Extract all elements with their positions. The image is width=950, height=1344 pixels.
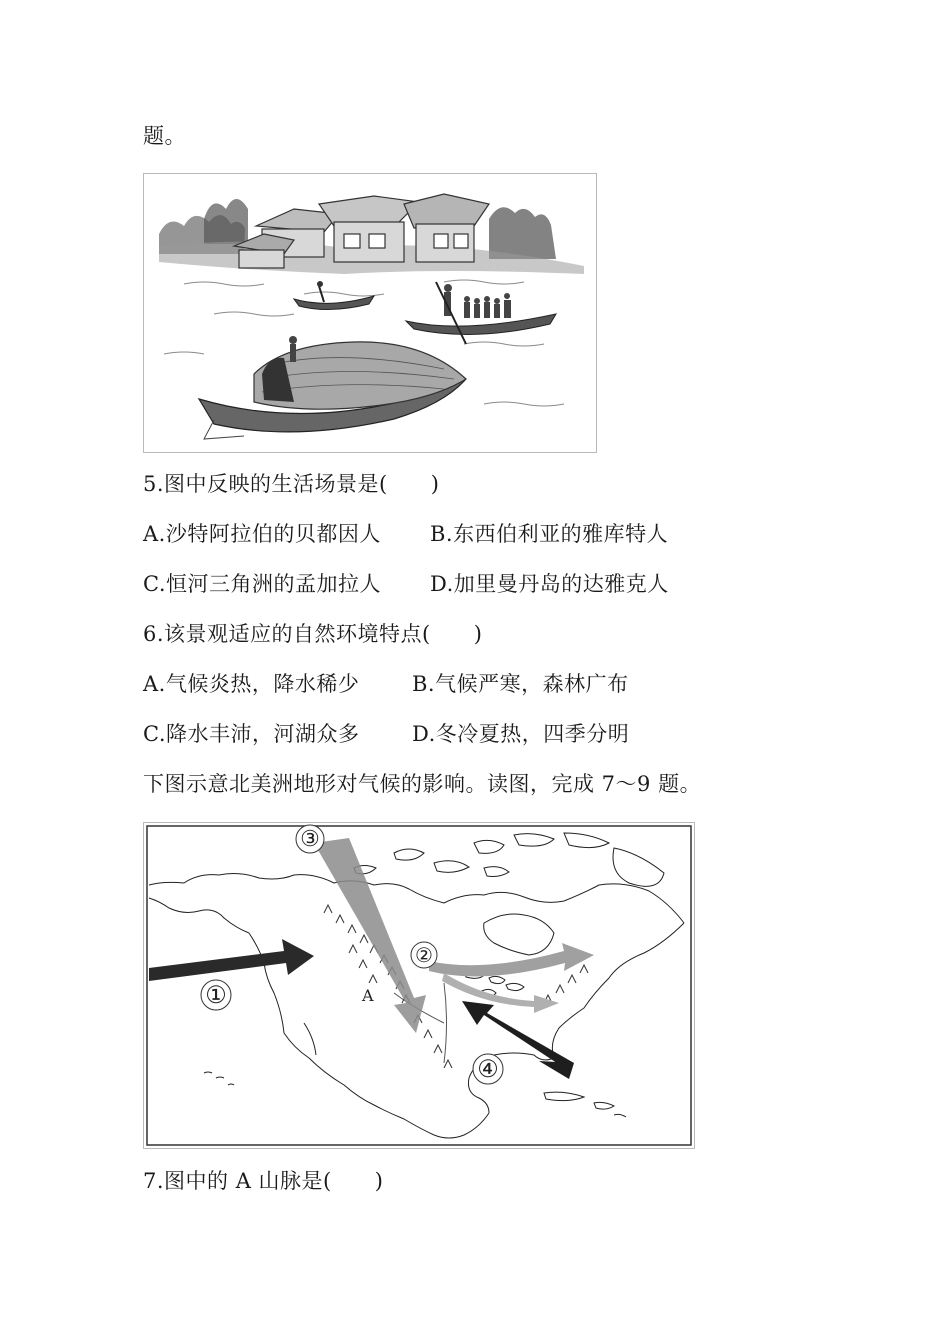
question-5-option-d: D.加里曼丹岛的达雅克人 [430,572,669,596]
village-boats-illustration [143,173,597,453]
question-6-option-a: A.气候炎热，降水稀少 [143,672,360,696]
map-drawing [144,823,694,1148]
question-5-option-b: B.东西伯利亚的雅库特人 [430,522,669,546]
question-6-option-d: D.冬冷夏热，四季分明 [412,722,630,746]
arrow-1-label: ① [205,981,227,1009]
arrow-4-label: ④ [477,1055,499,1083]
question-6-option-b: B.气候严寒，森林广布 [412,672,629,696]
arrow-2-label: ② [415,943,433,967]
mountain-a-label: A [362,986,374,1005]
question-7: 7.图中的 A 山脉是( ) [143,1169,384,1193]
question-5-option-c: C.恒河三角洲的孟加拉人 [143,572,381,596]
village-drawing [144,174,596,452]
question-6-option-c: C.降水丰沛，河湖众多 [143,722,360,746]
question-6: 6.该景观适应的自然环境特点( ) [143,622,483,646]
map-intro: 下图示意北美洲地形对气候的影响。读图，完成 7～9 题。 [143,772,702,796]
question-5-option-a: A.沙特阿拉伯的贝都因人 [143,522,381,546]
intro-tail: 题。 [143,124,186,148]
north-america-map [143,822,695,1149]
arrow-3-label: ③ [300,827,320,852]
question-5: 5.图中反映的生活场景是( ) [143,472,440,496]
